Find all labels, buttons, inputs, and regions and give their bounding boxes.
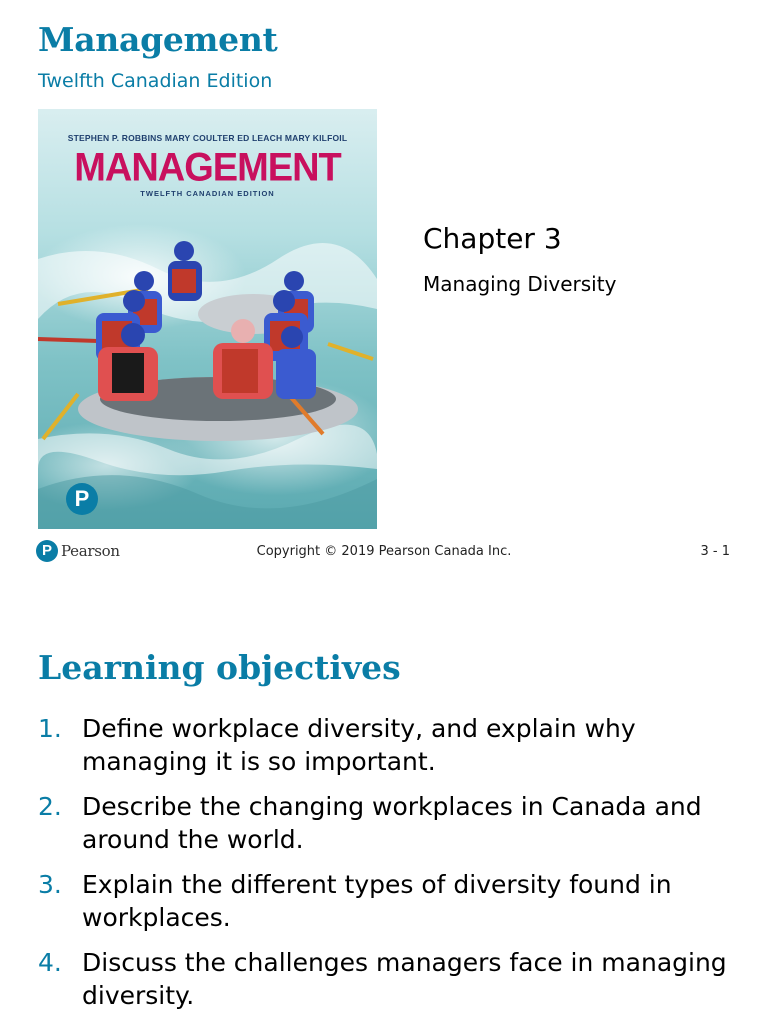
cover-edition: TWELFTH CANADIAN EDITION bbox=[140, 189, 275, 198]
list-item-number: 4. bbox=[38, 948, 62, 977]
book-cover-image bbox=[38, 109, 377, 529]
list-item-number: 2. bbox=[38, 792, 62, 821]
book-title: Management bbox=[38, 20, 278, 59]
pearson-wordmark: Pearson bbox=[61, 542, 120, 560]
chapter-number: Chapter 3 bbox=[423, 222, 562, 255]
list-item-text: Describe the changing workplaces in Canada and around the world. bbox=[82, 792, 702, 854]
chapter-title: Managing Diversity bbox=[423, 272, 617, 296]
list-item bbox=[38, 712, 738, 778]
slide-heading: Learning objectives bbox=[38, 648, 401, 687]
cover-title: MANAGEMENT bbox=[74, 145, 341, 191]
copyright-notice: Copyright © 2019 Pearson Canada Inc. bbox=[256, 544, 512, 559]
list-item-text: Define workplace diversity, and explain why managing it is so important. bbox=[82, 714, 636, 776]
list-item-text: Discuss the challenges managers face in managing diversity. bbox=[82, 948, 727, 1010]
book-subtitle: Twelfth Canadian Edition bbox=[38, 70, 273, 92]
objectives-list bbox=[38, 712, 738, 1024]
pearson-logo-icon: P bbox=[66, 483, 98, 515]
learning-objectives-slide bbox=[0, 628, 768, 1024]
list-item bbox=[38, 868, 738, 934]
list-item-number: 1. bbox=[38, 714, 62, 743]
list-item-text: Explain the different types of diversity found in workplaces. bbox=[82, 870, 672, 932]
pearson-logo-icon: P bbox=[36, 540, 58, 562]
list-item bbox=[38, 790, 738, 856]
cover-authors: STEPHEN P. ROBBINS MARY COULTER ED LEACH MARY KILFOIL bbox=[67, 133, 348, 143]
slide-number: 3 - 1 bbox=[700, 544, 730, 559]
list-item bbox=[38, 946, 738, 1012]
list-item-number: 3. bbox=[38, 870, 62, 899]
